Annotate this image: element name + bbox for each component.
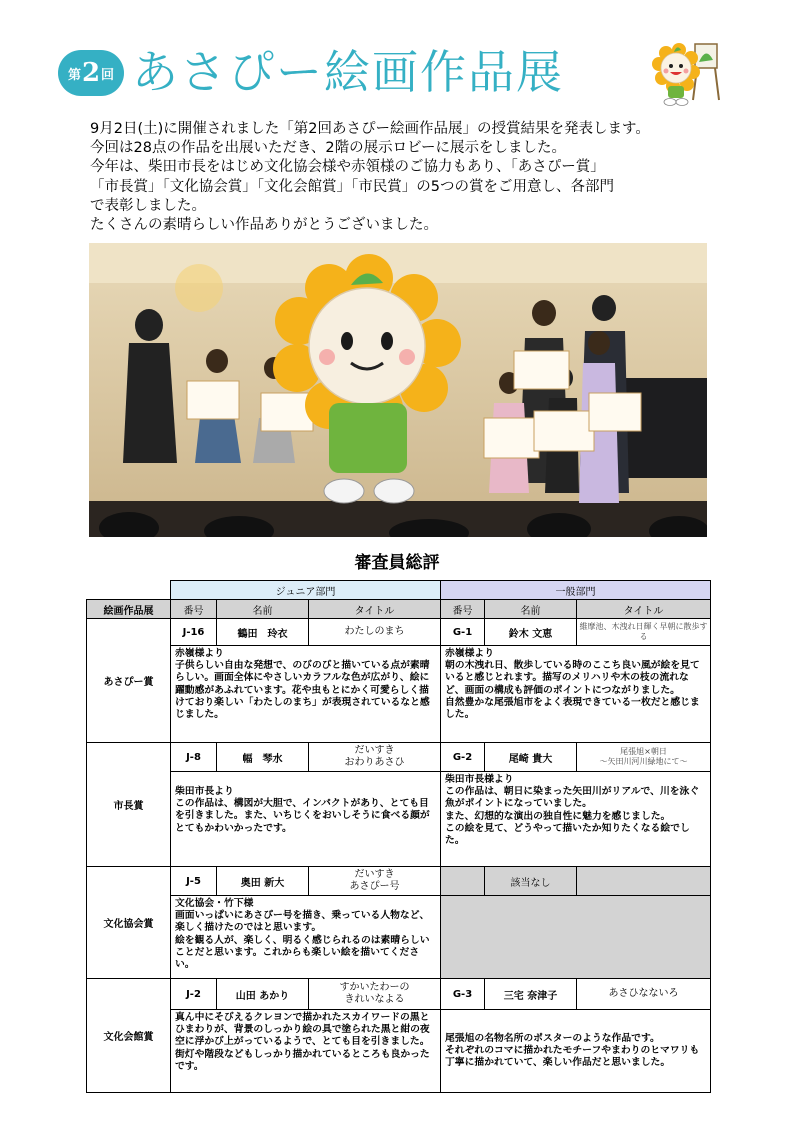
section-title: 審査員総評 (354, 553, 440, 573)
edition-badge (58, 50, 124, 96)
award-results-table (86, 580, 711, 1093)
artwork-title: わたしのまち (309, 619, 441, 646)
judge-comment: 尾張旭の名物名所のポスターのような作品です。 それぞれのコマに描かれたモチーフやまわりのヒマワリも丁寧に描かれていて、楽しい作品だと思いました。 (441, 1010, 711, 1093)
award-name: 文化会館賞 (87, 979, 171, 1093)
judge-comment: 柴田市長より この作品は、構図が大胆で、インパクトがあり、とても目を引きました。また、いちじくをおいしそうに食べる顔がとてもかわいかったです。 (171, 772, 441, 867)
number-column-header: 番号 (441, 600, 485, 619)
judge-comment: 赤嶺様より 子供らしい自由な発想で、のびのびと描いている点が素晴らしい。画面全体にやさしいカラフルな色が広がり、絵に躍動感があふれています。花や虫もとにかく可愛らしく描けており楽しい「わたしのまち」が表現されているなと感じました。 (171, 646, 441, 743)
name-column-header: 名前 (485, 600, 577, 619)
empty-cell (577, 867, 711, 896)
number-column-header: 番号 (171, 600, 217, 619)
empty-cell (441, 867, 485, 896)
artwork-title: 維摩池、木洩れ日輝く早朝に散歩する (577, 619, 711, 646)
comment-row (87, 772, 711, 867)
artwork-title: だいすき あさぴー号 (309, 867, 441, 896)
no-award-label: 該当なし (485, 867, 577, 896)
entry-number: G-2 (441, 743, 485, 772)
entry-number: G-1 (441, 619, 485, 646)
artwork-title: だいすき おわりあさひ (309, 743, 441, 772)
intro-text (90, 120, 730, 235)
badge-suffix: 回 (101, 67, 115, 83)
title-column-header: タイトル (309, 600, 441, 619)
comment-row (87, 1010, 711, 1093)
table-row (87, 979, 711, 1010)
division-header-row (87, 581, 711, 600)
award-ceremony-photo (89, 243, 707, 537)
entrant-name: 鶴田 玲衣 (217, 619, 309, 646)
entry-number: G-3 (441, 979, 485, 1010)
badge-number: 2 (81, 58, 101, 88)
page-title: あさぴー絵画作品展 (132, 45, 564, 99)
title-column-header: タイトル (577, 600, 711, 619)
comment-row (87, 896, 711, 979)
artwork-title: すかいたわーの きれいなよる (309, 979, 441, 1010)
entry-number: J-2 (171, 979, 217, 1010)
intro-line: たくさんの素晴らしい作品ありがとうございました。 (90, 217, 438, 234)
entrant-name: 尾崎 貴大 (485, 743, 577, 772)
judge-comment: 赤嶺様より 朝の木洩れ日、散歩している時のここち良い風が絵を見ていると感じとれます。描写のメリハリや木の枝の流れなど、画面の構成も評価のポイントにつながりました。 自然豊かな尾張旭市をよく表現できている一枚だと感じました。 (441, 646, 711, 743)
junior-division-header: ジュニア部門 (171, 581, 441, 600)
table-row (87, 619, 711, 646)
artwork-title: あさひなないろ (577, 979, 711, 1010)
entrant-name: 鈴木 文恵 (485, 619, 577, 646)
intro-line: 今回は28点の作品を出展いただき、2階の展示ロビーに展示をしました。 (90, 140, 567, 157)
mascot-illustration (651, 38, 721, 108)
page-header (58, 38, 728, 108)
intro-line: 9月2日(土)に開催されました「第2回あさぴー絵画作品展」の授賞結果を発表します。 (90, 121, 650, 137)
column-header-row (87, 600, 711, 619)
entrant-name: 三宅 奈津子 (485, 979, 577, 1010)
intro-line: 今年は、柴田市長をはじめ文化協会様や赤領様のご協力もあり、「あさぴー賞」 (90, 159, 605, 176)
entry-number: J-16 (171, 619, 217, 646)
artwork-title: 尾張旭×朝日 ～矢田川河川緑地にて～ (577, 743, 711, 772)
entry-number: J-8 (171, 743, 217, 772)
award-name: あさぴー賞 (87, 619, 171, 743)
name-column-header: 名前 (217, 600, 309, 619)
badge-prefix: 第 (67, 67, 81, 83)
intro-line: で表彰しました。 (90, 197, 206, 214)
category-column-header: 絵画作品展 (87, 600, 171, 619)
comment-row (87, 646, 711, 743)
blank-cell (87, 581, 171, 600)
general-division-header: 一般部門 (441, 581, 711, 600)
entry-number: J-5 (171, 867, 217, 896)
award-name: 文化協会賞 (87, 867, 171, 979)
judge-comment: 柴田市長様より この作品は、朝日に染まった矢田川がリアルで、川を泳ぐ魚がポイントになっていました。 また、幻想的な演出の独自性に魅力を感じました。 この絵を見て、どうやって描いたか知りたくなる絵でした。 (441, 772, 711, 867)
award-name: 市長賞 (87, 743, 171, 867)
empty-comment-cell (441, 896, 711, 979)
table-row (87, 743, 711, 772)
entrant-name: 山田 あかり (217, 979, 309, 1010)
entrant-name: 幅 琴水 (217, 743, 309, 772)
table-row (87, 867, 711, 896)
judge-comment: 文化協会・竹下様 画面いっぱいにあさぴー号を描き、乗っている人物など、楽しく描けたのではと思います。 絵を観る人が、楽しく、明るく感じられるのは素晴らしいことだと思います。これからも楽しい絵を描いてください。 (171, 896, 441, 979)
entrant-name: 奥田 新大 (217, 867, 309, 896)
judge-comment: 真ん中にそびえるクレヨンで描かれたスカイワードの黒とひまわりが、背景のしっかり絵の具で塗られた黒と紺の夜空に浮かび上がっているようで、とても目を引きました。 街灯や階段などもしっかり描かれているところも良かったです。 (171, 1010, 441, 1093)
intro-line: 「市長賞」「文化協会賞」「文化会館賞」「市民賞」の5つの賞をご用意し、各部門 (90, 178, 614, 195)
